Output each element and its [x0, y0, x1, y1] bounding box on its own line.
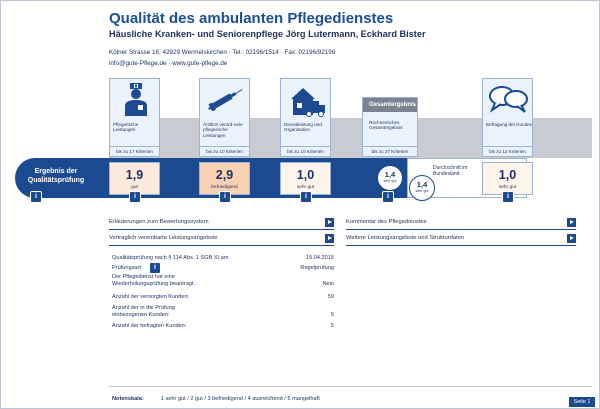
provider-contact: info@gute-Pflege.de · www.gute-pflege.de: [109, 60, 228, 67]
category-label: Ärztlich verord-nete pflegerische Leistungen: [203, 122, 243, 138]
average-grade-circle: [409, 175, 435, 201]
gesamtergebnis-panel: [362, 97, 418, 157]
grade-word: sehr gut: [296, 185, 315, 190]
arrow-right-icon: [567, 218, 576, 227]
category-label: Befragung der Kunden: [486, 122, 533, 127]
detail-versorgte-kunden-label: Anzahl der versorgten Kunden:: [112, 294, 190, 300]
gesamt-grade-circle: [377, 165, 403, 191]
house-car-icon: [289, 85, 325, 122]
result-label: Ergebnis der Qualitätsprüfung: [27, 168, 85, 184]
category-criteria: bis zu 10 Kriterien: [200, 146, 249, 156]
grade-value: 1,0: [296, 168, 315, 182]
link-label: Vertraglich vereinbarte Leistungsangebote: [109, 235, 218, 241]
link-label: Weitere Leistungsangebote und Strukturdaten: [346, 235, 465, 241]
info-icon[interactable]: i: [382, 191, 394, 203]
grade-word: gut: [131, 185, 138, 190]
nurse-icon: [123, 83, 149, 122]
link-leistungsangebote[interactable]: [109, 232, 334, 246]
detail-befragte-kunden-value: 5: [330, 323, 334, 329]
info-icon[interactable]: i: [129, 191, 141, 203]
grade-value: 2,9: [215, 168, 234, 182]
grade-scale: [112, 396, 320, 402]
category-label: Pflegerische Leistungen: [113, 122, 139, 133]
average-label: Durchschnitt im Bundesland: [433, 165, 468, 177]
detail-einbezogene-kunden-value: 5: [330, 312, 334, 318]
detail-pruefungsdatum-value: 15.04.2015: [306, 255, 334, 261]
arrow-right-icon: [325, 234, 334, 243]
category-criteria: bis zu 17 Kriterien: [110, 146, 159, 156]
detail-pruefungsart-value: Regelprüfung: [300, 265, 334, 271]
grade-value: 1,0: [498, 168, 517, 182]
category-pflegerische-leistungen: [109, 78, 160, 157]
syringe-icon: [206, 87, 246, 116]
arrow-right-icon: [325, 218, 334, 227]
info-icon[interactable]: i: [502, 191, 514, 203]
gesamt-grade-word: sehr gut: [383, 179, 397, 183]
link-bewertungssystem[interactable]: [109, 216, 334, 230]
detail-einbezogene-kunden-label: Anzahl der in die Prüfung einbezogenen Kunden:: [112, 305, 175, 318]
grade-word: befriedigend: [211, 185, 238, 190]
grade-scale-label: Notenskala:: [112, 396, 144, 402]
provider-address: Kölner Strasse 16, 42929 Wermelskirchen · Tel.: 02196/1514 · Fax: 02196/92198: [109, 49, 336, 56]
grade-value: 1,9: [125, 168, 144, 182]
info-icon[interactable]: i: [300, 191, 312, 203]
detail-befragte-kunden-label: Anzahl der befragten Kunden:: [112, 323, 187, 329]
average-grade-value: 1,4: [416, 180, 428, 189]
category-befragung-kunden: [482, 78, 533, 157]
grade-scale-text: 1 sehr gut / 2 gut / 3 befriedigend / 4 ausreichend / 5 mangelhaft: [160, 396, 320, 402]
page-number: Seite 1: [569, 397, 595, 407]
gesamtergebnis-label: Rechnerisches Gesamtergebnis: [369, 120, 403, 131]
provider-name: Häusliche Kranken- und Seniorenpflege Jörg Lutermann, Eckhard Bister: [109, 29, 426, 39]
info-icon[interactable]: i: [149, 262, 161, 274]
detail-pruefungsdatum-label: Qualitätsprüfung nach § 114 Abs. 1 SGB XI am: [112, 255, 229, 261]
footer-divider: [109, 386, 592, 387]
average-grade-word: sehr gut: [415, 189, 429, 193]
page-title: Qualität des ambulanten Pflegedienstes: [109, 10, 394, 27]
arrow-right-icon: [567, 234, 576, 243]
link-label: Erläuterungen zum Bewertungssystem: [109, 219, 209, 225]
detail-wiederholung-value: Nein: [322, 281, 334, 287]
category-aerztlich-verordnete-leistungen: [199, 78, 250, 157]
link-kommentar-pflegedienst[interactable]: [346, 216, 576, 230]
info-icon[interactable]: i: [219, 191, 231, 203]
gesamt-grade-value: 1,4: [384, 170, 396, 179]
link-label: Kommentar des Pflegedienstes: [346, 219, 427, 225]
category-criteria: bis zu 12 Kriterien: [483, 146, 532, 156]
gesamtergebnis-title: Gesamtergebnis: [363, 98, 417, 112]
link-strukturdaten[interactable]: [346, 232, 576, 246]
category-dienstleistung-organisation: [280, 78, 331, 157]
detail-versorgte-kunden-value: 59: [327, 294, 334, 300]
category-label: Dienstleistung und Organisation: [284, 122, 322, 133]
gesamtergebnis-criteria: bis zu 37 Kriterien: [363, 146, 417, 156]
info-icon[interactable]: i: [30, 191, 42, 203]
grade-word: sehr gut: [498, 185, 517, 190]
category-criteria: bis zu 10 Kriterien: [281, 146, 330, 156]
detail-pruefungsart-label: Prüfungsart:: [112, 265, 143, 271]
detail-wiederholung-label: Der Pflegedienst hat eine Wiederholungsprüfung beantragt:: [112, 274, 196, 287]
speech-bubbles-icon: [489, 85, 529, 120]
